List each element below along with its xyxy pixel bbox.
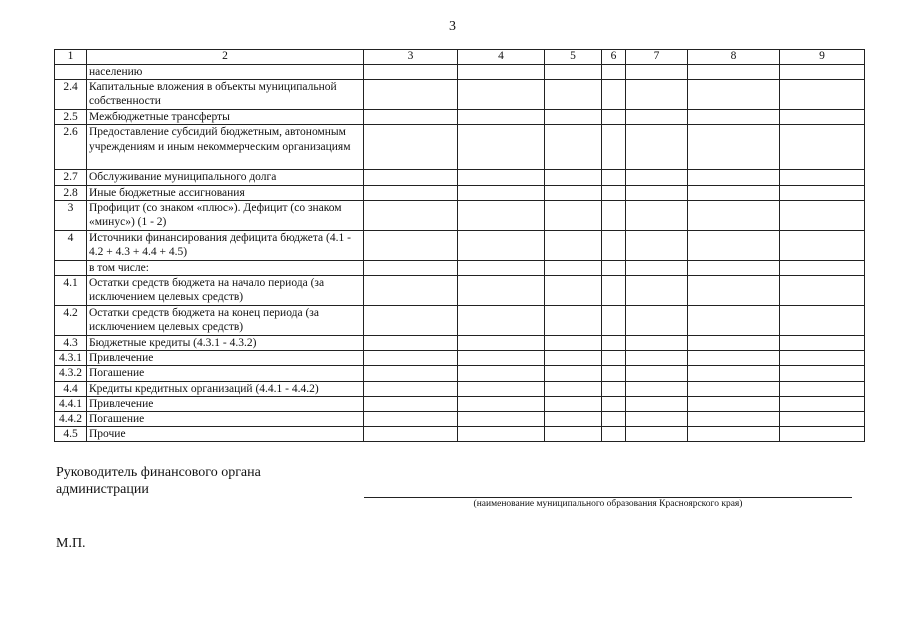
row-label: Прочие (87, 427, 364, 442)
value-cell (545, 427, 602, 442)
row-number: 4.3.1 (55, 351, 87, 366)
value-cell (364, 110, 458, 125)
row-number: 2.5 (55, 110, 87, 125)
value-cell (602, 185, 626, 200)
row-label: в том числе: (87, 260, 364, 275)
value-cell (545, 381, 602, 396)
value-cell (364, 306, 458, 336)
value-cell (688, 427, 780, 442)
value-cell (602, 396, 626, 411)
value-cell (545, 65, 602, 80)
table-row (55, 412, 865, 427)
value-cell (602, 170, 626, 185)
value-cell (364, 65, 458, 80)
column-header: 7 (626, 50, 688, 65)
value-cell (780, 170, 865, 185)
value-cell (458, 396, 545, 411)
row-label: Остатки средств бюджета на конец периода (за исключением целевых средств) (87, 306, 364, 336)
value-cell (626, 65, 688, 80)
column-header: 3 (364, 50, 458, 65)
value-cell (545, 230, 602, 260)
value-cell (626, 230, 688, 260)
table-row (55, 260, 865, 275)
value-cell (602, 427, 626, 442)
value-cell (458, 170, 545, 185)
value-cell (364, 170, 458, 185)
table-row (55, 185, 865, 200)
value-cell (364, 276, 458, 306)
value-cell (602, 260, 626, 275)
row-number: 4 (55, 230, 87, 260)
value-cell (545, 366, 602, 381)
row-number: 4.4.1 (55, 396, 87, 411)
table-row (55, 276, 865, 306)
column-header: 1 (55, 50, 87, 65)
value-cell (545, 170, 602, 185)
value-cell (780, 125, 865, 170)
value-cell (602, 65, 626, 80)
value-cell (626, 80, 688, 110)
value-cell (780, 110, 865, 125)
row-number: 2.4 (55, 80, 87, 110)
value-cell (364, 200, 458, 230)
value-cell (688, 260, 780, 275)
row-number: 4.4 (55, 381, 87, 396)
table-row (55, 200, 865, 230)
value-cell (545, 306, 602, 336)
value-cell (545, 110, 602, 125)
value-cell (545, 336, 602, 351)
value-cell (688, 306, 780, 336)
value-cell (626, 306, 688, 336)
table-row (55, 366, 865, 381)
value-cell (626, 366, 688, 381)
row-label: Профицит (со знаком «плюс»). Дефицит (со знаком «минус») (1 - 2) (87, 200, 364, 230)
row-number (55, 260, 87, 275)
value-cell (626, 170, 688, 185)
value-cell (780, 260, 865, 275)
value-cell (458, 306, 545, 336)
value-cell (688, 381, 780, 396)
column-header: 8 (688, 50, 780, 65)
value-cell (458, 110, 545, 125)
row-number: 2.6 (55, 125, 87, 170)
row-number: 3 (55, 200, 87, 230)
signature-line (364, 497, 852, 498)
value-cell (602, 230, 626, 260)
value-cell (458, 200, 545, 230)
value-cell (458, 366, 545, 381)
value-cell (364, 366, 458, 381)
value-cell (626, 396, 688, 411)
row-number: 2.7 (55, 170, 87, 185)
row-label: Межбюджетные трансферты (87, 110, 364, 125)
value-cell (458, 412, 545, 427)
row-number: 4.4.2 (55, 412, 87, 427)
value-cell (602, 306, 626, 336)
value-cell (780, 65, 865, 80)
value-cell (458, 381, 545, 396)
signature-block (56, 464, 261, 498)
row-label: Капитальные вложения в объекты муниципальной собственности (87, 80, 364, 110)
table-row (55, 170, 865, 185)
row-label: Погашение (87, 412, 364, 427)
signature-title: Руководитель финансового органа (56, 465, 261, 480)
row-number: 4.5 (55, 427, 87, 442)
value-cell (458, 351, 545, 366)
value-cell (602, 125, 626, 170)
row-label: Обслуживание муниципального долга (87, 170, 364, 185)
table-row (55, 427, 865, 442)
value-cell (626, 200, 688, 230)
table-row (55, 65, 865, 80)
value-cell (780, 336, 865, 351)
value-cell (688, 125, 780, 170)
value-cell (364, 80, 458, 110)
value-cell (780, 396, 865, 411)
value-cell (545, 185, 602, 200)
value-cell (602, 110, 626, 125)
value-cell (545, 125, 602, 170)
value-cell (602, 366, 626, 381)
column-header: 6 (602, 50, 626, 65)
value-cell (780, 366, 865, 381)
signature-caption: (наименование муниципального образования Красноярского края) (473, 499, 743, 509)
row-label: Бюджетные кредиты (4.3.1 - 4.3.2) (87, 336, 364, 351)
value-cell (458, 427, 545, 442)
value-cell (602, 80, 626, 110)
stamp-label: М.П. (56, 536, 86, 551)
value-cell (602, 351, 626, 366)
column-header: 4 (458, 50, 545, 65)
value-cell (626, 336, 688, 351)
value-cell (364, 381, 458, 396)
row-label: Кредиты кредитных организаций (4.4.1 - 4.4.2) (87, 381, 364, 396)
row-label: Источники финансирования дефицита бюджета (4.1 - 4.2 + 4.3 + 4.4 + 4.5) (87, 230, 364, 260)
row-number: 4.3 (55, 336, 87, 351)
table-row (55, 80, 865, 110)
row-label: Иные бюджетные ассигнования (87, 185, 364, 200)
value-cell (458, 230, 545, 260)
table-header-row (55, 50, 865, 65)
value-cell (688, 336, 780, 351)
value-cell (626, 110, 688, 125)
value-cell (602, 381, 626, 396)
value-cell (688, 366, 780, 381)
value-cell (364, 427, 458, 442)
value-cell (364, 260, 458, 275)
table-row (55, 381, 865, 396)
value-cell (626, 125, 688, 170)
value-cell (780, 200, 865, 230)
value-cell (458, 80, 545, 110)
row-label: Привлечение (87, 396, 364, 411)
row-number: 4.3.2 (55, 366, 87, 381)
row-label: Погашение (87, 366, 364, 381)
value-cell (364, 396, 458, 411)
table-row (55, 230, 865, 260)
table-row (55, 351, 865, 366)
table-body (55, 65, 865, 442)
value-cell (364, 351, 458, 366)
value-cell (626, 381, 688, 396)
table-row (55, 336, 865, 351)
value-cell (780, 427, 865, 442)
value-cell (688, 65, 780, 80)
value-cell (626, 351, 688, 366)
value-cell (780, 276, 865, 306)
budget-table (54, 49, 865, 442)
value-cell (545, 412, 602, 427)
table-row (55, 125, 865, 170)
row-label: Привлечение (87, 351, 364, 366)
column-header: 5 (545, 50, 602, 65)
value-cell (545, 80, 602, 110)
value-cell (780, 80, 865, 110)
value-cell (364, 336, 458, 351)
value-cell (545, 396, 602, 411)
value-cell (364, 185, 458, 200)
value-cell (688, 80, 780, 110)
page-number: 3 (449, 19, 456, 34)
value-cell (458, 260, 545, 275)
value-cell (458, 185, 545, 200)
value-cell (458, 336, 545, 351)
value-cell (545, 351, 602, 366)
value-cell (780, 351, 865, 366)
row-number: 2.8 (55, 185, 87, 200)
value-cell (602, 412, 626, 427)
value-cell (780, 412, 865, 427)
row-number: 4.2 (55, 306, 87, 336)
value-cell (626, 185, 688, 200)
value-cell (458, 125, 545, 170)
row-label: Предоставление субсидий бюджетным, автономным учреждениям и иным некоммерческим организациям (87, 125, 364, 170)
value-cell (602, 200, 626, 230)
value-cell (688, 396, 780, 411)
table-row (55, 396, 865, 411)
value-cell (688, 200, 780, 230)
value-cell (545, 260, 602, 275)
value-cell (545, 276, 602, 306)
table-row (55, 306, 865, 336)
row-label: Остатки средств бюджета на начало периода (за исключением целевых средств) (87, 276, 364, 306)
value-cell (458, 65, 545, 80)
value-cell (626, 427, 688, 442)
signature-subtitle: администрации (56, 482, 149, 497)
row-number (55, 65, 87, 80)
value-cell (688, 185, 780, 200)
value-cell (688, 170, 780, 185)
value-cell (688, 412, 780, 427)
row-number: 4.1 (55, 276, 87, 306)
table-row (55, 110, 865, 125)
value-cell (688, 351, 780, 366)
row-label: населению (87, 65, 364, 80)
value-cell (688, 110, 780, 125)
value-cell (626, 276, 688, 306)
value-cell (780, 381, 865, 396)
value-cell (364, 125, 458, 170)
value-cell (626, 412, 688, 427)
value-cell (688, 230, 780, 260)
value-cell (364, 230, 458, 260)
value-cell (545, 200, 602, 230)
value-cell (602, 336, 626, 351)
column-header: 2 (87, 50, 364, 65)
value-cell (780, 185, 865, 200)
value-cell (602, 276, 626, 306)
value-cell (458, 276, 545, 306)
value-cell (364, 412, 458, 427)
value-cell (626, 260, 688, 275)
column-header: 9 (780, 50, 865, 65)
value-cell (780, 306, 865, 336)
value-cell (688, 276, 780, 306)
value-cell (780, 230, 865, 260)
